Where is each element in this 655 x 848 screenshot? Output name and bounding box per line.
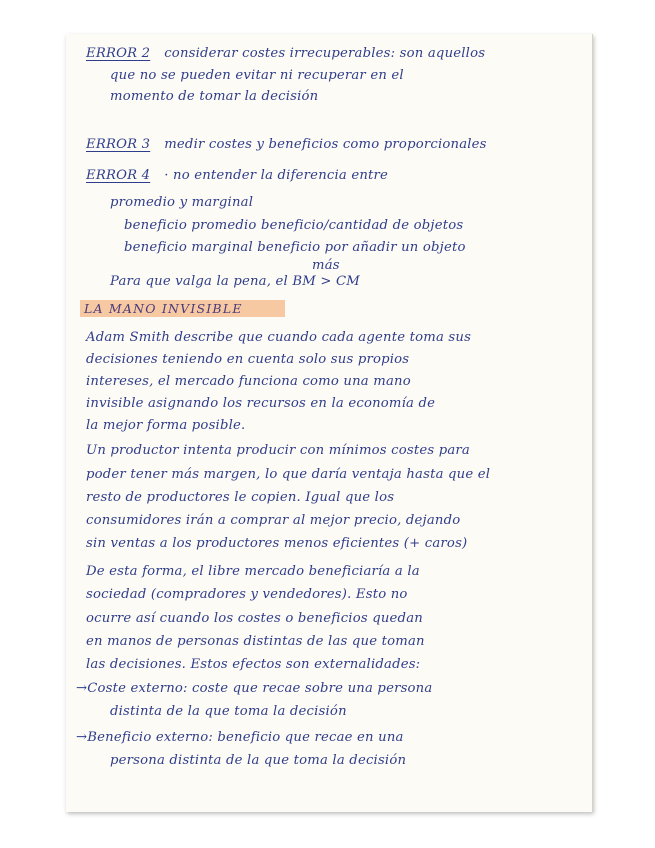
note-line: distinta de la que toma la decisión — [110, 704, 347, 719]
note-line: resto de productores le copien. Igual que los — [86, 490, 395, 505]
note-line: las decisiones. Estos efectos son externalidades: — [86, 657, 421, 672]
note-line: poder tener más margen, lo que daría ventaja hasta que el — [86, 467, 491, 482]
note-line: sociedad (compradores y vendedores). Esto no — [86, 587, 408, 602]
note-line: decisiones teniendo en cuenta solo sus propios — [86, 352, 410, 367]
note-line: ocurre así cuando los costes o beneficios quedan — [86, 611, 423, 626]
note-line: más — [312, 258, 340, 273]
line-text: considerar costes irrecuperables: son aquellos — [164, 46, 486, 61]
note-line: que no se pueden evitar ni recuperar en el — [110, 68, 404, 83]
note-line: intereses, el mercado funciona como una mano — [86, 374, 411, 389]
note-line: beneficio marginal beneficio por añadir un objeto — [124, 240, 466, 255]
note-line: promedio y marginal — [110, 195, 254, 210]
note-line: Para que valga la pena, el BM > CM — [110, 274, 360, 289]
note-line: De esta forma, el libre mercado beneficiaría a la — [86, 564, 420, 579]
note-line: invisible asignando los recursos en la economía de — [86, 396, 436, 411]
note-line: consumidores irán a comprar al mejor precio, dejando — [86, 513, 461, 528]
notebook-page — [66, 34, 593, 812]
line-text: medir costes y beneficios como proporcionales — [164, 137, 487, 152]
note-line — [86, 46, 582, 61]
note-line: Un productor intenta producir con mínimos costes para — [86, 443, 470, 458]
note-line: →Beneficio externo: beneficio que recae en una — [76, 730, 404, 745]
note-line — [86, 168, 582, 183]
error-label: ERROR 4 — [86, 168, 151, 183]
note-line: momento de tomar la decisión — [110, 89, 319, 104]
note-line: en manos de personas distintas de las que toman — [86, 634, 425, 649]
note-line: sin ventas a los productores menos eficientes (+ caros) — [86, 536, 468, 551]
note-line: la mejor forma posible. — [86, 418, 246, 433]
error-label: ERROR 2 — [86, 46, 151, 61]
note-line: Adam Smith describe que cuando cada agente toma sus — [86, 330, 472, 345]
note-line: persona distinta de la que toma la decisión — [110, 753, 407, 768]
section-heading: LA MANO INVISIBLE — [84, 301, 243, 316]
error-label: ERROR 3 — [86, 137, 151, 152]
note-line — [86, 137, 582, 152]
note-line: →Coste externo: coste que recae sobre una persona — [76, 681, 433, 696]
line-text: · no entender la diferencia entre — [164, 168, 389, 183]
note-line: beneficio promedio beneficio/cantidad de objetos — [124, 218, 464, 233]
